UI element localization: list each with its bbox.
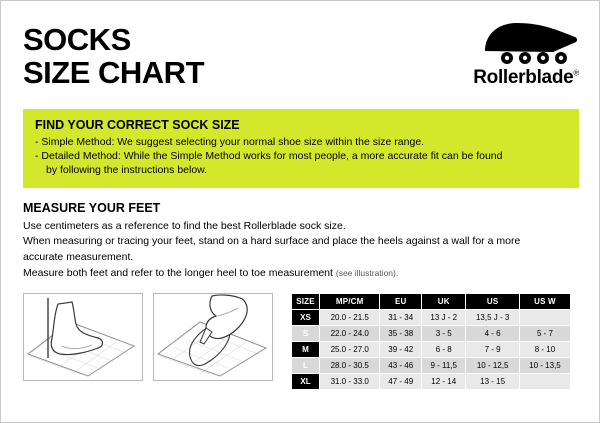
cell-mpcm: 31.0 - 33.0 — [320, 374, 380, 390]
cell-size: XL — [292, 374, 320, 390]
cell-us: 4 - 6 — [466, 326, 520, 342]
brand-logo — [399, 21, 579, 89]
table-row — [292, 326, 571, 342]
cell-size: S — [292, 326, 320, 342]
illustrations — [23, 293, 273, 381]
table-row — [292, 358, 571, 374]
cell-usw: 10 - 13,5 — [519, 358, 570, 374]
brand-name — [399, 67, 579, 89]
col-usw: US W — [519, 294, 570, 310]
cell-usw — [519, 374, 570, 390]
tracing-foot-illustration — [153, 293, 273, 381]
size-table-wrapper — [291, 293, 579, 390]
table-row — [292, 374, 571, 390]
cell-usw: 8 - 10 — [519, 342, 570, 358]
table-header-row — [292, 294, 571, 310]
cell-eu: 39 - 42 — [380, 342, 422, 358]
cell-usw: 5 - 7 — [519, 326, 570, 342]
cell-uk: 9 - 11,5 — [422, 358, 466, 374]
cell-us: 13,5 J - 3 — [466, 310, 520, 326]
table-row — [292, 310, 571, 326]
page-inner — [23, 19, 579, 407]
band-detailed-method-cont: by following the instructions below. — [46, 164, 208, 177]
size-table — [291, 293, 571, 390]
foot-against-wall-drawing — [24, 294, 142, 380]
measure-heading: MEASURE YOUR FEET — [23, 200, 161, 215]
cell-uk: 6 - 8 — [422, 342, 466, 358]
cell-us: 10 - 12,5 — [466, 358, 520, 374]
header — [23, 19, 579, 105]
measure-paragraph-2: When measuring or tracing your feet, stand on a hard surface and place the heels against a wall for a more — [23, 235, 521, 248]
cell-uk: 3 - 5 — [422, 326, 466, 342]
bottom-section — [23, 293, 579, 390]
cell-uk: 13 J - 2 — [422, 310, 466, 326]
col-mpcm: MP/CM — [320, 294, 380, 310]
col-eu: EU — [380, 294, 422, 310]
title-line-2: SIZE CHART — [23, 55, 204, 91]
foot-against-wall-illustration — [23, 293, 143, 381]
measure-paragraph-3-text: Measure both feet and refer to the longer heel to toe measurement — [23, 267, 333, 280]
cell-size: M — [292, 342, 320, 358]
cell-mpcm: 28.0 - 30.5 — [320, 358, 380, 374]
find-correct-size-band — [23, 109, 579, 188]
col-uk: UK — [422, 294, 466, 310]
band-simple-method: - Simple Method: We suggest selecting your normal shoe size within the size range. — [35, 136, 425, 148]
tracing-foot-drawing — [154, 294, 272, 380]
brand-trademark: ® — [573, 68, 579, 78]
band-title: FIND YOUR CORRECT SOCK SIZE — [35, 118, 240, 132]
cell-us: 13 - 15 — [466, 374, 520, 390]
cell-usw — [519, 310, 570, 326]
cell-size: L — [292, 358, 320, 374]
measure-your-feet-section — [23, 201, 579, 282]
cell-eu: 31 - 34 — [380, 310, 422, 326]
cell-uk: 12 - 14 — [422, 374, 466, 390]
cell-mpcm: 25.0 - 27.0 — [320, 342, 380, 358]
col-size: SIZE — [292, 294, 320, 310]
title-line-1: SOCKS — [23, 22, 131, 57]
cell-eu: 47 - 49 — [380, 374, 422, 390]
brand-name-text: Rollerblade — [473, 67, 574, 88]
rollerblade-skate-icon — [483, 21, 579, 65]
measure-paragraph-2-cont: accurate measurement. — [23, 251, 134, 264]
cell-mpcm: 22.0 - 24.0 — [320, 326, 380, 342]
cell-mpcm: 20.0 - 21.5 — [320, 310, 380, 326]
cell-us: 7 - 9 — [466, 342, 520, 358]
cell-eu: 43 - 46 — [380, 358, 422, 374]
col-us: US — [466, 294, 520, 310]
cell-size: XS — [292, 310, 320, 326]
measure-paragraph-1: Use centimeters as a reference to find the best Rollerblade sock size. — [23, 219, 346, 232]
measure-paragraph-3 — [23, 266, 579, 281]
measure-illustration-note: (see illustration). — [335, 268, 399, 279]
table-row — [292, 342, 571, 358]
band-detailed-method: - Detailed Method: While the Simple Method works for most people, a more accurate fit can be found — [35, 150, 503, 163]
cell-eu: 35 - 38 — [380, 326, 422, 342]
